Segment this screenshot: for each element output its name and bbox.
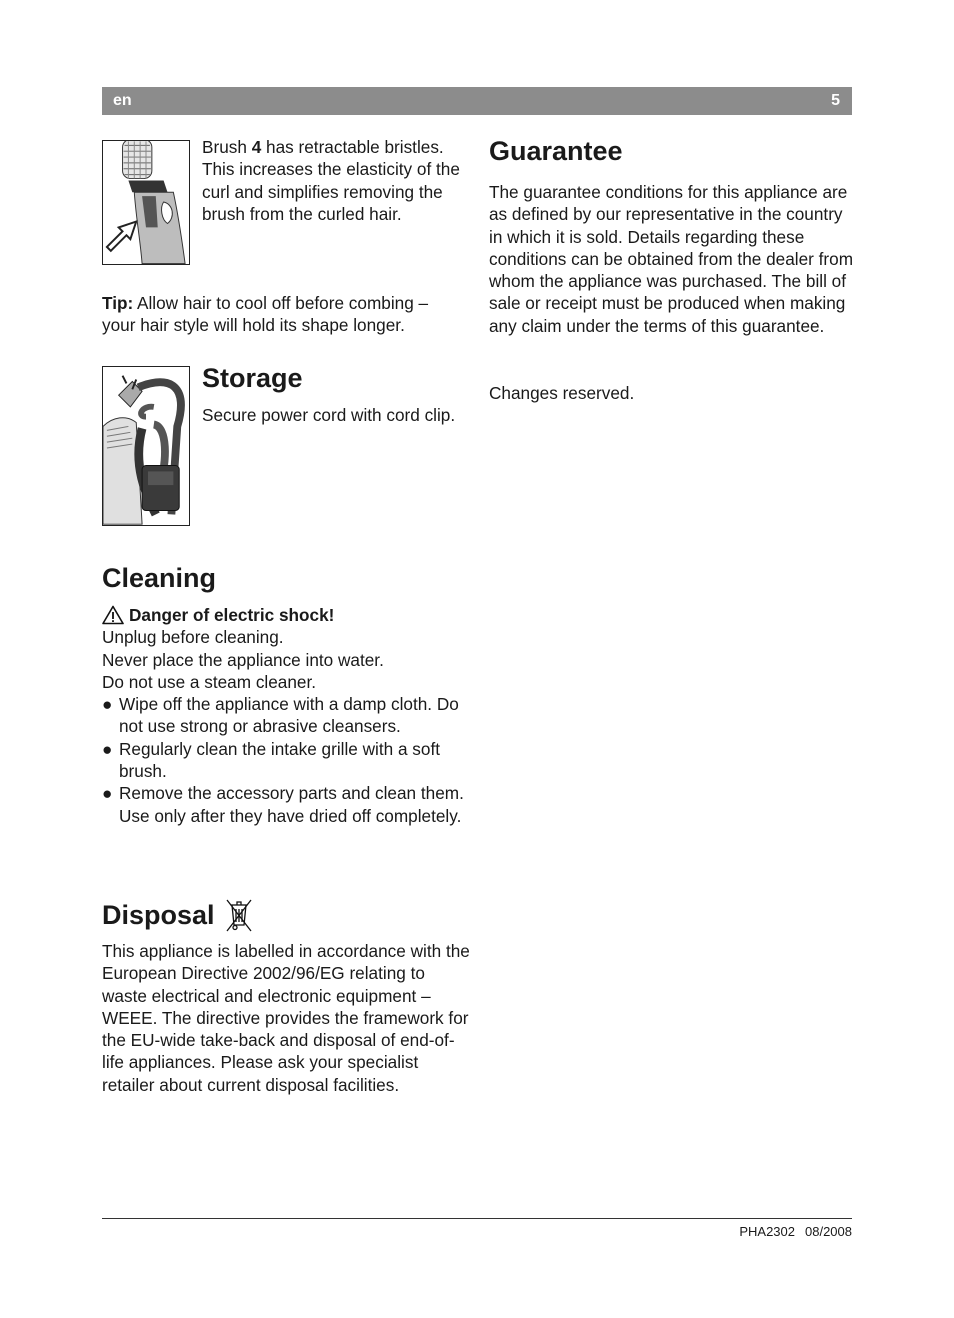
bullet-symbol: ● — [102, 738, 113, 759]
cleaning-instructions — [102, 604, 472, 827]
bullet-symbol: ● — [102, 694, 113, 715]
bullet-text: Regularly clean the intake grille with a soft brush. — [119, 738, 440, 782]
tip-text: Allow hair to cool off before combing – your hair style will hold its shape longer. — [102, 293, 429, 336]
list-item — [102, 782, 472, 827]
list-item — [102, 693, 472, 738]
cleaning-line: Never place the appliance into water. — [102, 649, 384, 670]
guarantee-text: The guarantee conditions for this appliance are as defined by our representative in the country in which it is sold. Details regarding these conditions can be obtained from the dealer from whom the appliance was purchased. The bill of sale or receipt must be produced when making any claim under the terms of this guarantee. — [489, 182, 854, 336]
brush-description — [202, 136, 472, 225]
list-item — [102, 738, 472, 783]
brush-text-before: Brush — [202, 137, 252, 157]
storage-illustration — [102, 366, 190, 526]
footer — [729, 1224, 852, 1239]
danger-warning — [102, 604, 472, 626]
storage-heading: Storage — [202, 363, 303, 393]
changes-reserved: Changes reserved. — [489, 383, 635, 403]
cleaning-heading: Cleaning — [102, 563, 217, 593]
page-number: 5 — [831, 92, 840, 109]
brush-illustration — [102, 140, 190, 265]
guarantee-heading: Guarantee — [489, 136, 623, 166]
bullet-text: Wipe off the appliance with a damp cloth. Do not use strong or abrasive cleansers. — [119, 694, 459, 737]
tip-label: Tip: — [102, 293, 134, 313]
cleaning-line: Do not use a steam cleaner. — [102, 671, 317, 692]
disposal-text: This appliance is labelled in accordance with the European Directive 2002/96/EG relating to waste electrical and electronic equipment – WEEE. The directive provides the framework for the EU-wide take-back and disposal of end-of-life appliances. Please ask your specialist retailer about current disposal facilities. — [102, 941, 470, 1095]
publication-date: 08/2008 — [805, 1224, 852, 1239]
language-code: en — [113, 92, 132, 109]
tip-paragraph — [102, 292, 462, 337]
bullet-text: Remove the accessory parts and clean them. Use only after they have dried off completely. — [119, 783, 464, 826]
brush-text-after: has retractable bristles. This increases the elasticity of the curl and simplifies removing the brush from the curled hair. — [202, 137, 460, 224]
warning-triangle-icon — [102, 605, 124, 625]
page-header-bar — [102, 87, 852, 115]
brush-number: 4 — [251, 137, 262, 157]
disposal-heading-row — [102, 897, 254, 933]
bullet-symbol: ● — [102, 783, 113, 804]
cleaning-line: Unplug before cleaning. — [102, 627, 284, 648]
brush-illustration-svg — [103, 141, 189, 264]
footer-divider — [102, 1218, 852, 1219]
storage-illustration-svg — [103, 367, 189, 525]
model-number: PHA2302 — [739, 1224, 795, 1239]
crossed-out-wheelie-bin-icon — [224, 897, 254, 933]
disposal-heading: Disposal — [102, 900, 215, 930]
storage-text: Secure power cord with cord clip. — [202, 405, 456, 425]
cleaning-bullet-list — [102, 693, 472, 827]
danger-warning-text: Danger of electric shock! — [129, 605, 335, 625]
